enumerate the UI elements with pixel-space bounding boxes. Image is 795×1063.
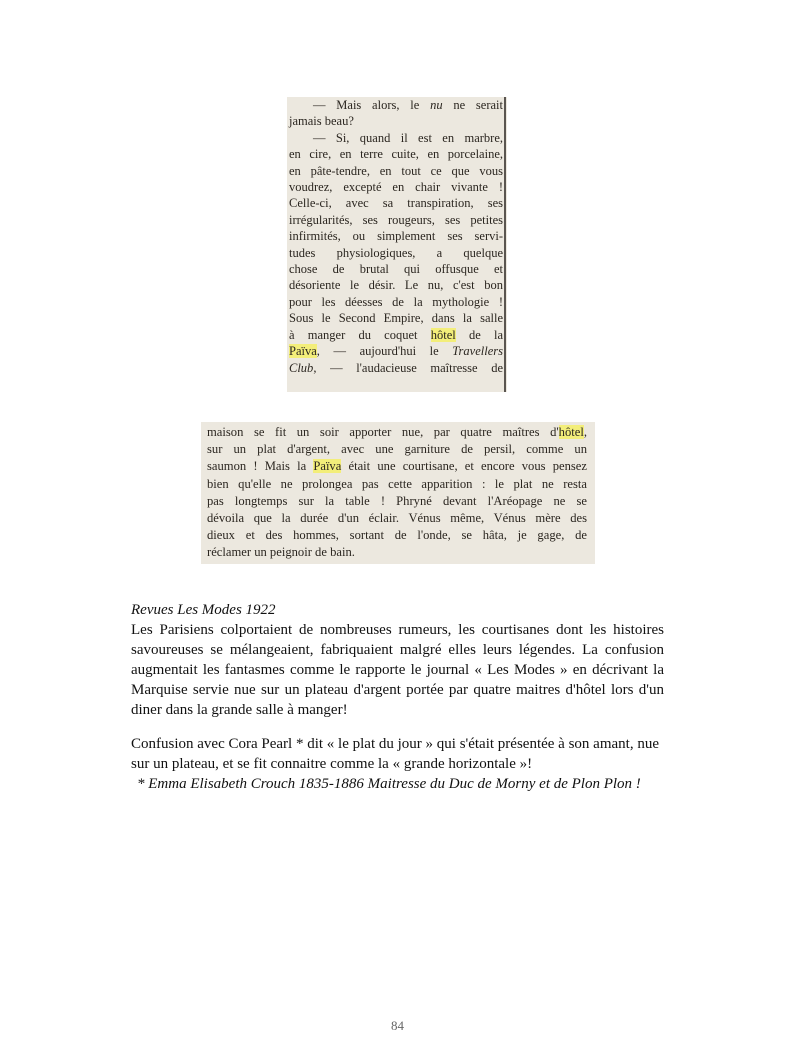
scan1-line: en cire, en terre cuite, en porcelaine, bbox=[289, 147, 503, 162]
highlight-paiva: Païva bbox=[313, 459, 342, 474]
scan2-line: saumon ! Mais la Païva était une courtisane, et encore vous pensez bbox=[207, 459, 587, 474]
scan2-line: bien qu'elle ne prolongea pas cette apparition : le plat ne resta bbox=[207, 476, 587, 491]
scan1-line: en pâte-tendre, en tout ce que vous bbox=[289, 163, 503, 178]
caption-paragraph-1: Les Parisiens colportaient de nombreuses rumeurs, les courtisanes dont les histoires savoureuses se mélangeaient, fabriquaient malgré elles leurs légendes. La confusion augmentait les fantasmes comme le rapporte le journal « Les Modes » en décrivant la Marquise servie nue sur un plateau d'argent portée par quatre maitres d'hôtel lors d'un diner dans la grande salle à manger! bbox=[131, 622, 664, 718]
scan2-line: dieux et des hommes, sortant de l'onde, se hâta, je gage, de bbox=[207, 528, 587, 543]
scan2-line: maison se fit un soir apporter nue, par quatre maîtres d'hôtel, bbox=[207, 425, 587, 439]
scan1-line: désoriente le désir. Le nu, c'est bon bbox=[289, 278, 503, 293]
scan2-line: pas longtemps sur la table ! Phryné devant l'Aréopage ne se bbox=[207, 493, 587, 508]
scan1-line: — Mais alors, le nu ne serait bbox=[313, 98, 503, 112]
scan2-line: réclamer un peignoir de bain. bbox=[207, 545, 355, 560]
scan2-line: dévoila que la durée d'un éclair. Vénus même, Vénus mère des bbox=[207, 511, 587, 526]
caption-block bbox=[131, 600, 664, 794]
scan1-line: Club, — l'audacieuse maîtresse de bbox=[289, 360, 503, 375]
scan1-line: Sous le Second Empire, dans la salle bbox=[289, 311, 503, 326]
caption-footnote: * Emma Elisabeth Crouch 1835-1886 Maitresse du Duc de Morny et de Plon Plon ! bbox=[137, 776, 641, 792]
scan-excerpt-2 bbox=[201, 422, 595, 564]
highlight-hotel: hôtel bbox=[558, 425, 584, 439]
scan1-line: voudrez, excepté en chair vivante ! bbox=[289, 180, 503, 195]
scan2-line: sur un plat d'argent, avec une garniture de persil, comme un bbox=[207, 442, 587, 457]
scan1-line: jamais beau? bbox=[289, 114, 354, 129]
caption-title: Revues Les Modes 1922 bbox=[131, 602, 276, 618]
scan1-line: chose de brutal qui offusque et bbox=[289, 262, 503, 277]
scan1-line: Païva, — aujourd'hui le Travellers bbox=[289, 344, 503, 359]
scan1-line: Celle-ci, avec sa transpiration, ses bbox=[289, 196, 503, 211]
scan1-line: pour les déesses de la mythologie ! bbox=[289, 294, 503, 309]
scan-excerpt-1 bbox=[287, 97, 507, 392]
highlight-paiva: Païva bbox=[289, 344, 317, 359]
scan1-line: infirmités, ou simplement ses servi- bbox=[289, 229, 503, 244]
scan1-line: irrégularités, ses rougeurs, ses petites bbox=[289, 212, 503, 227]
caption-paragraph-2: Confusion avec Cora Pearl * dit « le plat du jour » qui s'était présentée à son amant, nue sur un plateau, et se fit connaitre comme la « grande horizontale »! bbox=[131, 736, 659, 772]
highlight-hotel: hôtel bbox=[430, 327, 456, 342]
scan1-line: tudes physiologiques, a quelque bbox=[289, 245, 503, 260]
scan1-line: — Si, quand il est en marbre, bbox=[313, 130, 503, 145]
page-number: 84 bbox=[391, 1018, 404, 1033]
scan1-nu: nu bbox=[430, 98, 443, 112]
scan1-line: à manger du coquet hôtel de la bbox=[289, 327, 503, 342]
